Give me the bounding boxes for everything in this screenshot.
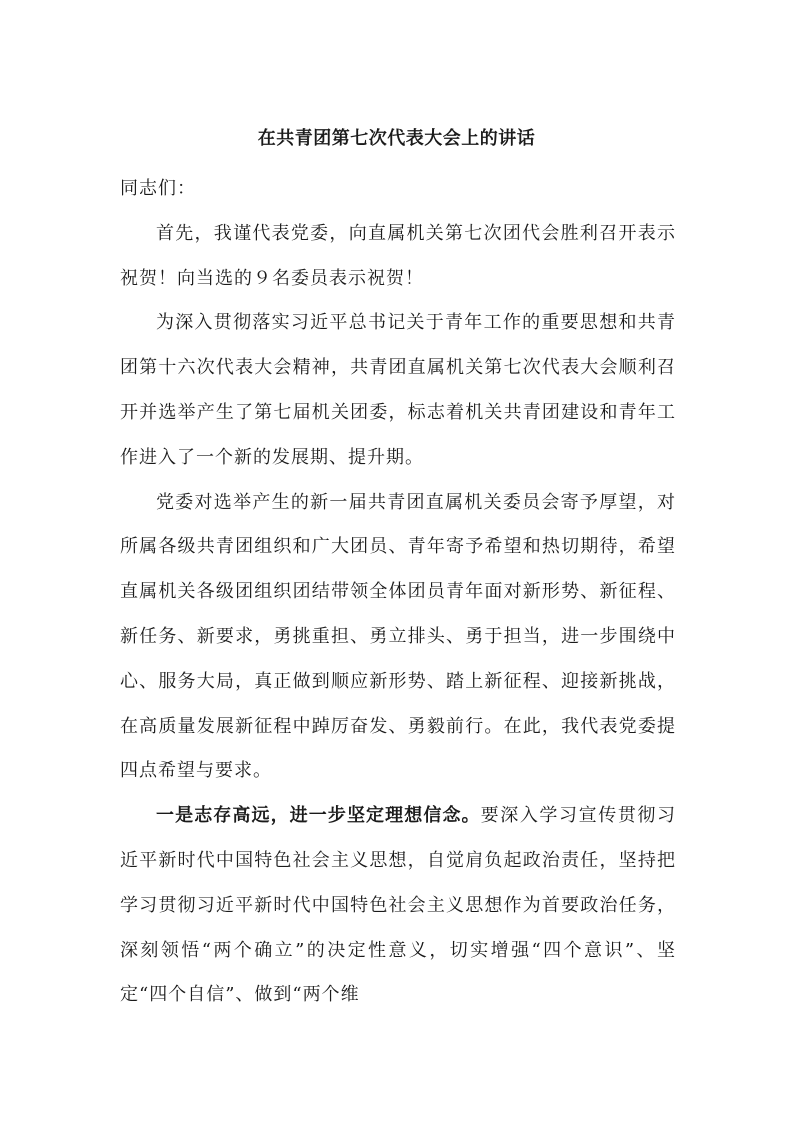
paragraph-4-text: 要深入学习宣传贯彻习近平新时代中国特色社会主义思想，自觉肩负起政治责任，坚持把学习贯彻习近平新时代中国特色社会主义思想作为首要政治任务，深刻领悟“两个确立”的决定性意义，切实增强“四个意识”、坚定“四个自信”、做到“两个维 — [120, 805, 677, 1006]
paragraph-3 — [120, 481, 676, 795]
paragraph-2 — [120, 301, 676, 480]
paragraph-4 — [120, 794, 676, 1018]
document-body — [120, 167, 676, 1018]
paragraph-1-text: 首先，我谨代表党委，向直属机关第七次团代会胜利召开表示祝贺！向当选的９名委员表示祝贺！ — [120, 222, 676, 289]
paragraph-3-text: 党委对选举产生的新一届共青团直属机关委员会寄予厚望，对所属各级共青团组织和广大团员、青年寄予希望和热切期待，希望直属机关各级团组织团结带领全体团员青年面对新形势、新征程、新任务、新要求，勇挑重担、勇立排头、勇于担当，进一步围绕中心、服务大局，真正做到顺应新形势、踏上新征程、迎接新挑战，在高质量发展新征程中踔厉奋发、勇毅前行。在此，我代表党委提四点希望与要求。 — [120, 491, 676, 782]
document-title: 在共青团第七次代表大会上的讲话 — [257, 128, 536, 149]
paragraph-4-lead: 一是志存高远，进一步坚定理想信念。 — [156, 805, 481, 827]
paragraph-2-text: 为深入贯彻落实习近平总书记关于青年工作的重要思想和共青团第十六次代表大会精神，共青团直属机关第七次代表大会顺利召开并选举产生了第七届机关团委，标志着机关共青团建设和青年工作进入了一个新的发展期、提升期。 — [120, 312, 676, 468]
paragraph-1 — [120, 212, 676, 302]
salutation: 同志们： — [120, 178, 196, 199]
